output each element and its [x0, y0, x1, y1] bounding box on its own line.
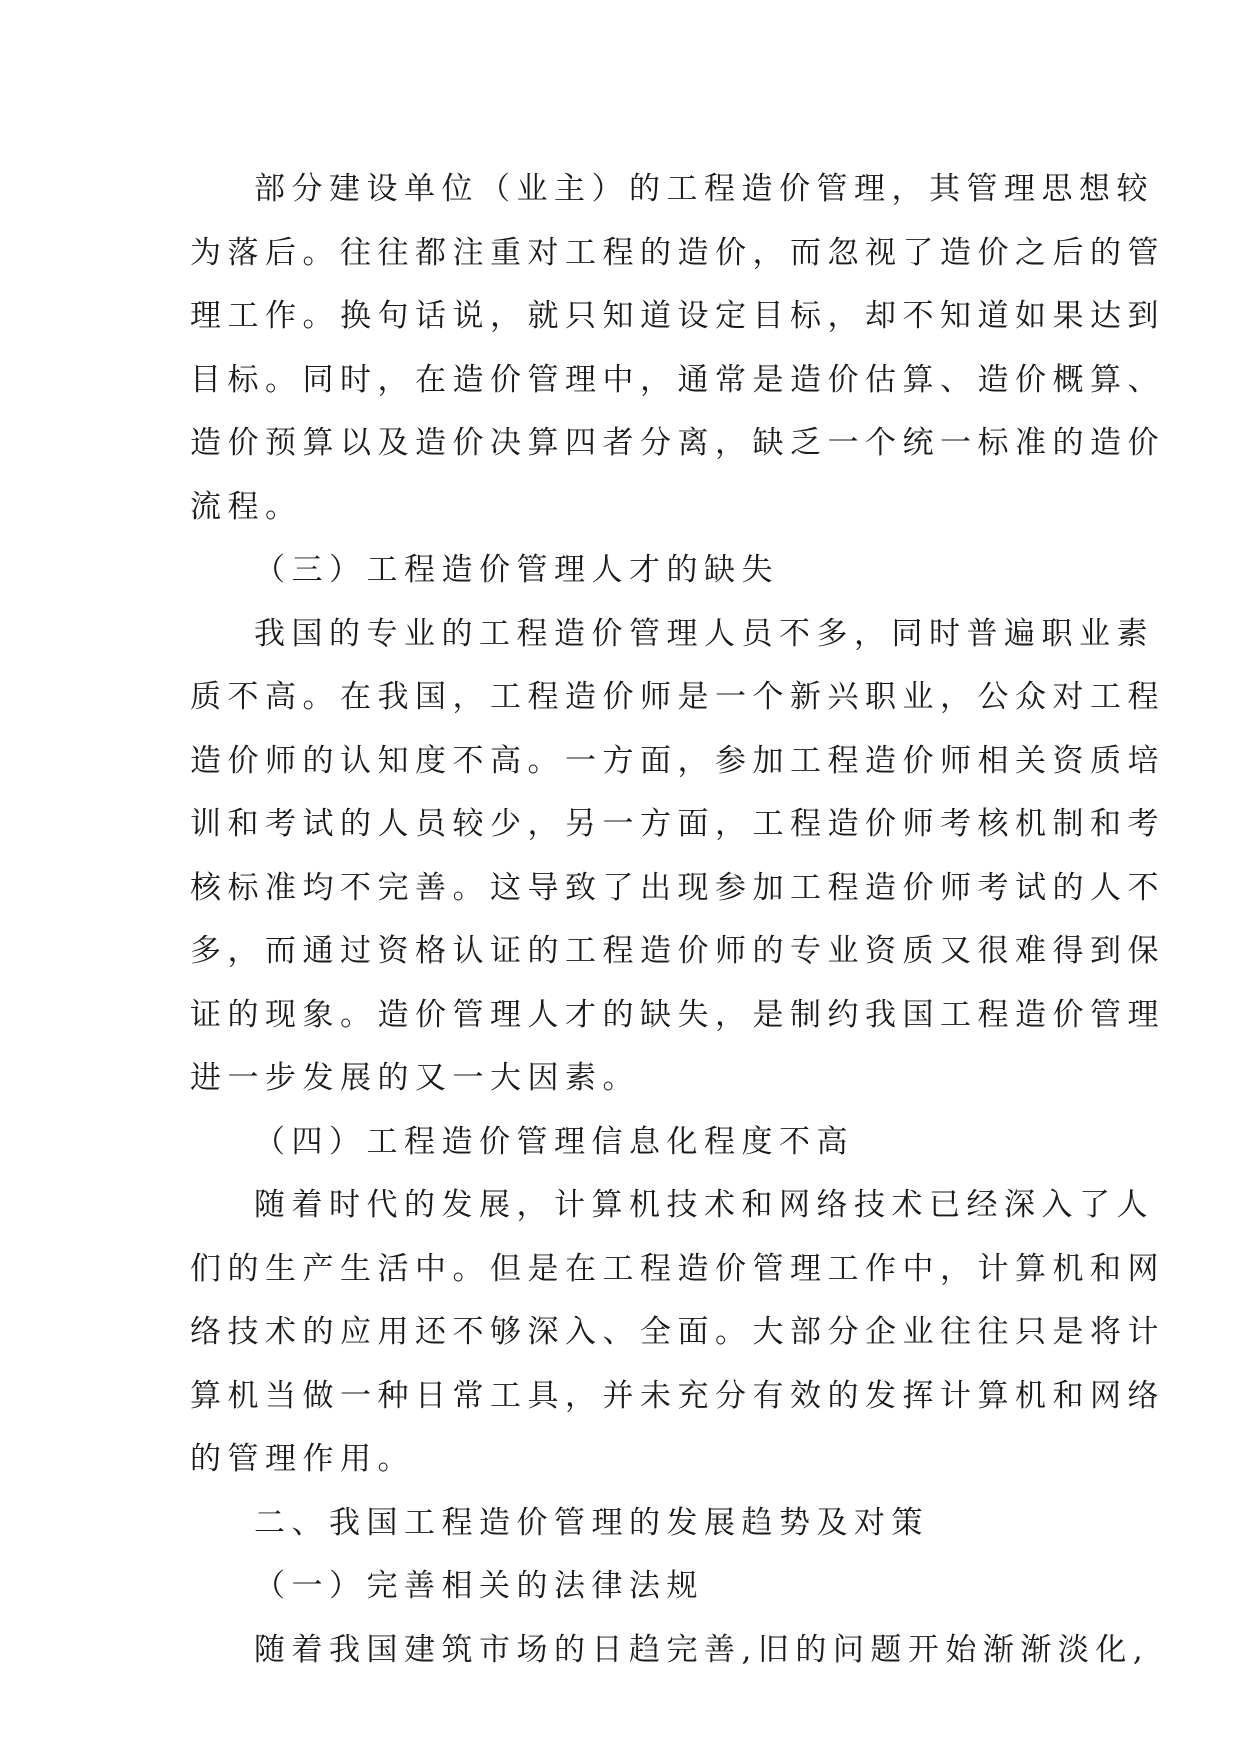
paragraph-line: 为落后。往往都注重对工程的造价，而忽视了造价之后的管 — [190, 234, 1165, 271]
paragraph-line: 训和考试的人员较少，另一方面，工程造价师考核机制和考 — [190, 806, 1165, 842]
document-body — [190, 158, 1165, 1682]
paragraph-line: 造价师的认知度不高。一方面，参加工程造价师相关资质培 — [190, 742, 1165, 779]
paragraph-line: 质不高。在我国，工程造价师是一个新兴职业，公众对工程 — [190, 679, 1165, 715]
paragraph-line: 的管理作用。 — [190, 1441, 415, 1477]
paragraph-line: 络技术的应用还不够深入、全面。大部分企业往往只是将计 — [190, 1314, 1165, 1350]
paragraph-line: 我国的专业的工程造价管理人员不多，同时普遍职业素 — [254, 615, 1154, 652]
paragraph-line: 理工作。换句话说，就只知道设定目标，却不知道如果达到 — [190, 298, 1165, 334]
paragraph-line: 们的生产生活中。但是在工程造价管理工作中，计算机和网 — [190, 1250, 1165, 1287]
paragraph-line: 算机当做一种日常工具，并未充分有效的发挥计算机和网络 — [190, 1377, 1165, 1414]
paragraph-line: 随着我国建筑市场的日趋完善,旧的问题开始渐渐淡化, — [254, 1631, 1150, 1668]
paragraph-line: 造价预算以及造价决算四者分离，缺乏一个统一标准的造价 — [190, 425, 1165, 461]
paragraph-line: 进一步发展的又一大因素。 — [190, 1060, 640, 1096]
paragraph-line: 部分建设单位（业主）的工程造价管理，其管理思想较 — [254, 171, 1154, 207]
paragraph-line: 核标准均不完善。这导致了出现参加工程造价师考试的人不 — [190, 869, 1165, 906]
section-heading: （四）工程造价管理信息化程度不高 — [254, 1123, 854, 1160]
paragraph-line: 随着时代的发展，计算机技术和网络技术已经深入了人 — [254, 1187, 1154, 1223]
paragraph-line: 目标。同时，在造价管理中，通常是造价估算、造价概算、 — [190, 361, 1165, 398]
paragraph-line: 多，而通过资格认证的工程造价师的专业资质又很难得到保 — [190, 933, 1165, 969]
section-heading: （一）完善相关的法律法规 — [254, 1568, 704, 1604]
paragraph-line: 证的现象。造价管理人才的缺失，是制约我国工程造价管理 — [190, 996, 1165, 1033]
chapter-heading: 二、我国工程造价管理的发展趋势及对策 — [254, 1504, 929, 1541]
paragraph-line: 流程。 — [190, 488, 303, 525]
section-heading: （三）工程造价管理人才的缺失 — [254, 552, 779, 588]
